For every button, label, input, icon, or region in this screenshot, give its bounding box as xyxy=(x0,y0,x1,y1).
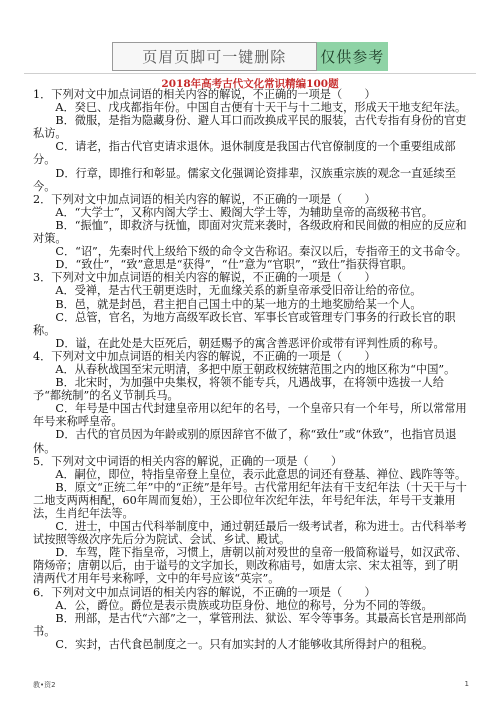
footer-left-text: 教•资2 xyxy=(33,681,56,689)
page-footer xyxy=(33,680,469,690)
document-title: 2018年高考古代文化常识精编100题 xyxy=(161,78,339,90)
answer-option: A．受禅，是古代王朝更迭时，无血缘关系的新皇帝承受旧帝让给的帝位。 xyxy=(55,284,422,298)
answer-option: D．古代的官员因为年龄或别的原因辞官不做了，称“致仕”或“休致”，也指官员退休。 xyxy=(33,428,457,455)
question-stem: 2．下列对文中加点词语的相关内容的解说，不正确的一项是（ ） xyxy=(33,192,376,206)
answer-option: D．谥，在此处是大臣死后，朝廷赐予的寓含善恶评价或带有评判性质的称号。 xyxy=(55,336,445,350)
answer-option: A．“大学士”，又称内阁大学士、殿阁大学士等，为辅助皇帝的高级秘书官。 xyxy=(55,205,433,219)
header-right-badge: 仅供参考 xyxy=(317,42,388,71)
question-stem: 5．下列对文中词语的相关内容的解说，正确的一项是（ ） xyxy=(33,454,343,468)
header-left-label: 页眉页脚可一键删除 xyxy=(112,42,317,71)
answer-option: A．嗣位，即位，特指皇帝登上皇位，表示此意思的词还有登基、禅位、践阼等等。 xyxy=(55,467,467,481)
answer-option: D．车驾，陛下指皇帝，习惯上，唐朝以前对殁世的皇帝一般简称谥号，如汉武帝、隋炀帝；唐朝以后，由于谥号的文字加长，则改称庙号，如唐太宗、宋太祖等，到了明清两代才用年号来称呼，文中的年号应该“英宗”。 xyxy=(33,546,468,586)
answer-option: C．进士，中国古代科举制度中，通过朝廷最后一级考试者，称为进士。古代科举考试按照等级次序先后分为院试、会试、乡试、殿试。 xyxy=(33,520,467,547)
question-stem: 6．下列对文中加点词语的相关内容的解说，不正确的一项是（ ） xyxy=(33,585,376,599)
answer-option: C．“诏”，先秦时代上级给下级的命令文告称诏。秦汉以后，专指帝王的文书命令。 xyxy=(55,245,467,259)
answer-option: B．微服，是指为隐藏身份、避人耳口而改换成平民的服装，古代专指有身份的官吏私访。 xyxy=(33,114,467,141)
question-stem: 1．下列对文中加点词语的相关内容的解说，不正确的一项是（ ） xyxy=(33,88,376,101)
answer-option: C．年号是中国古代封建皇帝用以纪年的名号，一个皇帝只有一个年号，所以常常用年号来称呼皇帝。 xyxy=(33,402,467,429)
question-list xyxy=(33,88,469,651)
page-number: 1 xyxy=(464,680,469,688)
answer-option: A．公，爵位。爵位是表示贵族或功臣身份、地位的称号，分为不同的等级。 xyxy=(55,598,433,612)
answer-option: C．实封，古代食邑制度之一。只有加实封的人才能够收其所得封户的租税。 xyxy=(55,637,434,651)
answer-option: B．“振恤”，即救济与抚恤，即面对灾荒来袭时，各级政府和民间做的相应的反应和对策。 xyxy=(33,218,467,246)
answer-option: C．请老，指古代官吏请求退休。退休制度是我国古代官僚制度的一个重要组成部分。 xyxy=(33,140,456,167)
answer-option: B．北宋时，为加强中央集权，将领不能专兵，凡遇战事，在将领中选拔一人给予“都统制”的名义节制兵马。 xyxy=(33,376,444,403)
answer-option: B．刑部，是古代“六部”之一，掌管刑法、狱讼、军令等事务。其最高长官是刑部尚书。 xyxy=(33,611,467,638)
answer-option: A．癸巳、戊戌都指年份。中国自古便有十天干与十二地支，形成天干地支纪年法。 xyxy=(55,101,467,115)
answer-option: A．从春秋战国至宋元明清，多把中原王朝政权统辖范围之内的地区称为“中国”。 xyxy=(55,362,456,376)
answer-option: D．“致仕”，“致”意思是“获得”，“仕”意为“官职”，“致仕”指获得官职。 xyxy=(55,258,413,272)
header-divider xyxy=(24,73,476,74)
header-banner xyxy=(112,42,388,71)
answer-option: B．邑，就是封邑，君主把自己国土中的某一地方的土地奖励给某一个人。 xyxy=(55,297,422,311)
answer-option: D．行章，即推行和彰显。儒家文化强调论资排辈，汉族重宗族的观念一直延续至今。 xyxy=(33,166,456,193)
question-stem: 3．下列对文中加点词语的相关内容的解说，不正确的一项是（ ） xyxy=(33,271,376,285)
answer-option: C．总管，官名，为地方高级军政长官、军事长官或管理专门事务的行政长官的职称。 xyxy=(33,310,456,337)
answer-option: B．原文“正统二年”中的“正统”是年号。古代常用纪年法有干支纪年法（十天干与十二地支两两相配，60年周而复始），王公即位年次纪年法，年号纪年法，年号干支兼用法，生肖纪年法等。 xyxy=(33,480,467,520)
question-stem: 4．下列对文中加点词语的相关内容的解说，不正确的一项是（ ） xyxy=(33,349,376,363)
